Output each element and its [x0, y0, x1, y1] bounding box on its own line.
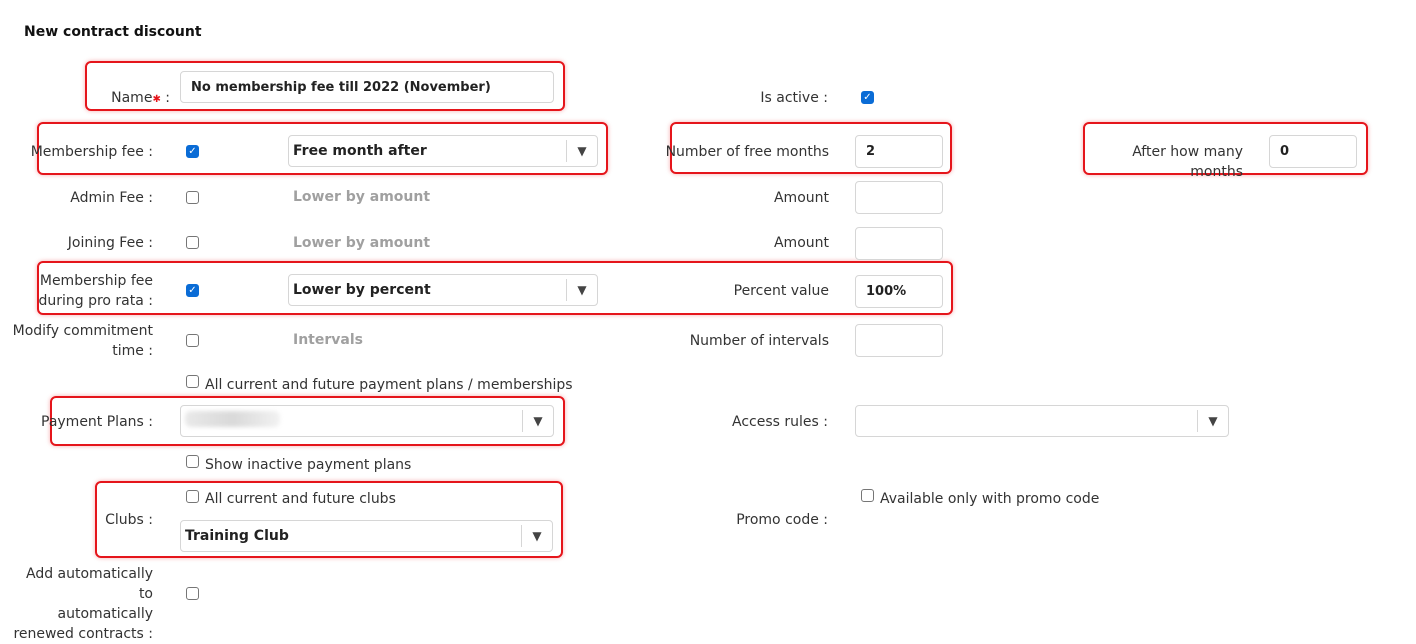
chevron-down-icon[interactable]: ▼ — [1208, 414, 1218, 428]
admin-fee-amount-label: Amount — [773, 190, 829, 206]
admin-fee-checkbox[interactable] — [186, 191, 199, 204]
joining-fee-checkbox[interactable] — [186, 236, 199, 249]
show-inactive-label: Show inactive payment plans — [205, 457, 412, 473]
commitment-label-line1: Modify commitment — [12, 323, 153, 339]
name-input[interactable]: No membership fee till 2022 (November) — [180, 71, 554, 103]
blurred-value — [185, 411, 280, 427]
promo-code-checkbox[interactable] — [861, 489, 874, 502]
after-months-label: After how many months — [1132, 144, 1243, 180]
membership-fee-type-value: Free month after — [293, 143, 427, 159]
show-inactive-checkbox[interactable] — [186, 455, 199, 468]
joining-fee-amount-input[interactable] — [855, 227, 943, 260]
is-active-label: Is active : — [760, 90, 828, 106]
page-title: New contract discount — [24, 24, 202, 40]
check-icon: ✓ — [863, 92, 872, 103]
payment-plans-value — [181, 411, 522, 431]
pro-rata-label — [30, 271, 153, 311]
joining-fee-amount-label: Amount — [773, 235, 829, 251]
is-active-checkbox[interactable] — [861, 91, 874, 104]
admin-fee-type-text: Lower by amount — [293, 189, 431, 205]
free-months-label: Number of free months — [665, 144, 829, 160]
auto-renew-checkbox[interactable] — [186, 587, 199, 600]
name-label-text: Name — [111, 90, 153, 106]
admin-fee-label: Admin Fee : — [70, 190, 153, 206]
membership-fee-checkbox[interactable] — [186, 145, 199, 158]
pro-rata-type-select[interactable] — [288, 274, 598, 306]
free-months-input[interactable]: 2 — [855, 135, 943, 168]
check-icon: ✓ — [188, 146, 197, 157]
pro-rata-checkbox[interactable] — [186, 284, 199, 297]
chevron-down-icon[interactable]: ▼ — [532, 529, 542, 543]
name-label-colon: : — [160, 90, 170, 106]
all-payment-plans-label: All current and future payment plans / memberships — [205, 377, 573, 393]
commitment-label-line2: time : — [112, 343, 153, 359]
commitment-type-text: Intervals — [293, 332, 363, 348]
chevron-down-icon[interactable]: ▼ — [577, 283, 587, 297]
required-star-icon: ✱ — [152, 94, 161, 105]
membership-fee-type-select[interactable] — [288, 135, 598, 167]
pro-rata-label-line1: Membership fee — [39, 273, 153, 289]
all-clubs-label: All current and future clubs — [205, 491, 396, 507]
pro-rata-type-value: Lower by percent — [293, 282, 431, 298]
name-label — [70, 88, 170, 110]
promo-code-label: Promo code : — [736, 512, 828, 528]
chevron-down-icon[interactable]: ▼ — [533, 414, 543, 428]
joining-fee-type-text: Lower by amount — [293, 235, 431, 251]
chevron-down-icon[interactable]: ▼ — [577, 144, 587, 158]
payment-plans-label: Payment Plans : — [41, 414, 153, 430]
percent-value-label: Percent value — [733, 283, 829, 299]
pro-rata-label-line2: during pro rata : — [38, 293, 153, 309]
auto-renew-label-line3: renewed contracts : — [13, 626, 153, 642]
all-payment-plans-checkbox[interactable] — [186, 375, 199, 388]
after-months-input[interactable]: 0 — [1269, 135, 1357, 168]
commitment-label — [10, 321, 153, 361]
check-icon: ✓ — [188, 285, 197, 296]
all-clubs-checkbox[interactable] — [186, 490, 199, 503]
access-rules-select[interactable] — [855, 405, 1229, 437]
auto-renew-label — [10, 564, 153, 644]
auto-renew-label-line1: Add automatically to — [26, 566, 153, 602]
promo-code-option-label: Available only with promo code — [880, 491, 1100, 507]
percent-value-input[interactable]: 100% — [855, 275, 943, 308]
commitment-checkbox[interactable] — [186, 334, 199, 347]
intervals-input[interactable] — [855, 324, 943, 357]
access-rules-label: Access rules : — [732, 414, 828, 430]
clubs-select[interactable] — [180, 520, 553, 552]
clubs-value: Training Club — [185, 528, 289, 544]
clubs-label: Clubs : — [105, 512, 153, 528]
admin-fee-amount-input[interactable] — [855, 181, 943, 214]
joining-fee-label: Joining Fee : — [67, 235, 153, 251]
membership-fee-label: Membership fee : — [30, 144, 153, 160]
auto-renew-label-line2: automatically — [57, 606, 153, 622]
payment-plans-select[interactable] — [180, 405, 554, 437]
intervals-label: Number of intervals — [689, 333, 829, 349]
